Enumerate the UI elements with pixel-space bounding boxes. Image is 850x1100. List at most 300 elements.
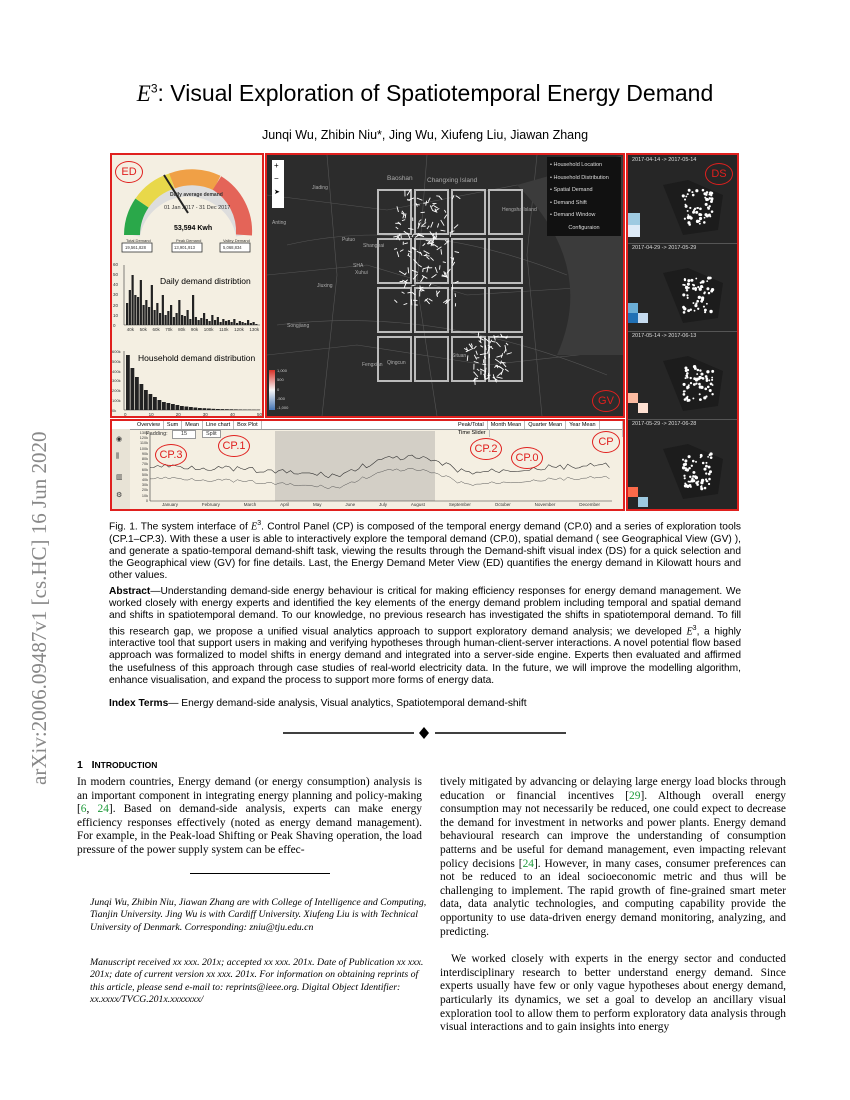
tag-cp3: CP.3 xyxy=(155,444,187,466)
household-hist-bar xyxy=(203,408,207,410)
ds-dot xyxy=(709,310,712,313)
daily-hist-bar xyxy=(178,300,180,325)
daily-hist-bar xyxy=(222,319,224,325)
ds-dot xyxy=(711,377,713,379)
system-interface-figure xyxy=(110,153,739,511)
flow-arrow xyxy=(467,355,468,360)
ds-dot xyxy=(700,456,702,458)
map-label-3: Jiading xyxy=(312,185,328,191)
daily-hist-bar xyxy=(170,305,172,325)
flow-arrow xyxy=(421,276,425,282)
cp-ytick-12: 10k xyxy=(141,493,148,498)
flow-arrow xyxy=(444,215,447,219)
daily-hist-bar xyxy=(217,317,219,325)
tab-year-mean[interactable]: Year Mean xyxy=(566,421,599,429)
ds-dot xyxy=(694,310,696,312)
tab-box-plot[interactable]: Box Plot xyxy=(234,421,261,429)
ds-dot xyxy=(709,277,712,280)
arxiv-stamp xyxy=(14,290,58,790)
temporal-demand-chart xyxy=(112,421,623,509)
legend-demand-window[interactable]: • Demand Window xyxy=(550,212,596,218)
daily-hist-bar xyxy=(244,323,246,325)
month-label-3: April xyxy=(280,502,290,507)
cp-ytick-5: 80k xyxy=(141,457,148,462)
compass-icon[interactable]: ➤ xyxy=(274,189,280,196)
month-label-10: November xyxy=(534,502,556,507)
ds-dot xyxy=(704,291,706,293)
daily-hist-xtick-1: 50k xyxy=(139,327,147,332)
ds-dot xyxy=(706,377,709,380)
daily-hist-bar xyxy=(253,322,255,325)
ds-dot xyxy=(697,378,700,381)
intro-paragraph-2: We worked closely with experts in the energy sector and conducted interdisciplinary research to better understand energy demand. Since experts usually have few or only vague hypotheses about energy demand, particularly its dynamics, we set a goal to develop an ancillary visual exploration tool to allow them to perform exploratory data analysis through visual interactions and to gain insights into energy xyxy=(440,953,786,1034)
flow-arrow xyxy=(401,234,402,238)
daily-hist-xtick-4: 80k xyxy=(178,327,186,332)
flow-arrow xyxy=(474,355,476,360)
ds-dot xyxy=(687,216,690,219)
household-hist-bar xyxy=(171,404,175,410)
ds-dot xyxy=(684,218,686,220)
meter-title: Daily average demand xyxy=(170,192,223,198)
ds-dot xyxy=(686,294,688,296)
cp-ytick-10: 30k xyxy=(141,483,148,488)
household-hist-bar xyxy=(144,390,148,410)
daily-hist-bar xyxy=(195,317,197,325)
daily-hist-bar xyxy=(140,280,142,325)
month-label-7: August xyxy=(410,502,425,507)
flow-arrow xyxy=(394,249,397,250)
flow-arrow xyxy=(474,346,477,349)
cp-ytick-0: 130k xyxy=(139,431,148,435)
daily-hist-title: Daily demand distribtion xyxy=(160,276,251,286)
ds-dot xyxy=(688,455,691,458)
ds-dot xyxy=(698,383,701,386)
household-hist-bar xyxy=(207,409,211,411)
household-hist-ytick-1: 500k xyxy=(112,358,121,364)
household-hist-bar xyxy=(194,408,198,411)
household-hist-ytick-6: 0k xyxy=(112,407,117,413)
daily-hist-xtick-7: 110k xyxy=(219,327,229,332)
tab-overview[interactable]: Overview xyxy=(134,421,164,429)
ds-dot xyxy=(689,476,691,478)
household-hist-bar xyxy=(153,397,157,410)
ds-dot xyxy=(700,481,703,484)
month-label-11: December xyxy=(579,502,600,507)
flow-arrow xyxy=(424,251,430,254)
ds-dot xyxy=(708,214,711,217)
flow-arrow xyxy=(426,257,429,260)
ds-dot xyxy=(687,297,689,299)
ds-dot xyxy=(684,198,686,200)
flow-arrow xyxy=(441,220,444,226)
ds-dot xyxy=(703,306,705,308)
ds-dot xyxy=(708,466,711,469)
ds-thumbnail-4[interactable]: 2017-05-29 -> 2017-06-28 xyxy=(628,419,737,511)
flow-arrow xyxy=(423,202,428,203)
flow-arrow xyxy=(430,257,433,260)
flow-arrow xyxy=(421,290,424,291)
scale-label-3: -500 xyxy=(277,395,286,401)
shift-color-scale xyxy=(277,368,288,410)
flow-arrow xyxy=(399,271,405,275)
daily-hist-bar xyxy=(162,295,164,325)
tab-quarter-mean[interactable]: Quarter Mean xyxy=(525,421,566,429)
daily-hist-bar xyxy=(167,311,169,325)
flow-arrow xyxy=(424,255,430,256)
map-label-6: Xuhui xyxy=(355,270,368,276)
tab-time-slider[interactable]: Time Slider xyxy=(455,429,490,437)
household-hist-bar xyxy=(126,355,130,410)
split-button[interactable]: Split xyxy=(202,430,221,438)
map-label-0: Baoshan xyxy=(387,175,413,182)
ds-dot xyxy=(682,466,685,469)
map-label-8: Jiuxing xyxy=(317,283,333,289)
daily-hist-bar xyxy=(143,305,145,325)
ds-dot xyxy=(699,217,702,220)
daily-hist-bar xyxy=(187,310,189,325)
household-hist-xaxis xyxy=(124,412,262,417)
ds-dot xyxy=(699,369,701,371)
flow-arrow xyxy=(432,204,435,206)
household-hist-bar xyxy=(167,403,171,410)
daily-hist-bar xyxy=(145,300,147,325)
household-hist-bar xyxy=(239,410,243,411)
ds-dot xyxy=(692,460,695,463)
household-hist-bar xyxy=(189,407,193,410)
daily-hist-bar xyxy=(231,322,233,325)
ds-dot xyxy=(701,300,703,302)
daily-hist-bar xyxy=(134,295,136,325)
ds-dot xyxy=(686,376,688,378)
flow-arrow xyxy=(402,220,405,221)
tab-mean[interactable]: Mean xyxy=(182,421,203,429)
daily-hist-bar xyxy=(165,315,167,325)
month-label-1: February xyxy=(201,502,220,507)
ds-dot xyxy=(704,217,706,219)
ds-dot xyxy=(705,203,708,206)
ds-dot xyxy=(688,399,691,402)
household-hist-xtick-3: 30 xyxy=(202,412,208,417)
household-hist-bar xyxy=(212,409,216,410)
daily-hist-bar xyxy=(184,316,186,325)
ds-dot xyxy=(698,213,701,216)
ds-dot xyxy=(692,211,695,214)
ds-dot xyxy=(695,278,697,280)
ds-dot xyxy=(698,220,700,222)
ds-dot xyxy=(697,480,699,482)
household-hist-bar xyxy=(221,409,225,410)
footnote-rule xyxy=(190,873,330,874)
zoom-out-button[interactable]: − xyxy=(274,174,279,183)
flow-arrow xyxy=(492,341,496,342)
flow-arrow xyxy=(505,369,509,371)
ds-dot xyxy=(685,369,688,372)
ds-dot xyxy=(688,287,690,289)
ds-dot xyxy=(707,456,709,458)
ds-dot xyxy=(706,287,709,290)
ds-dot xyxy=(704,387,707,390)
household-hist-ytick-0: 600k xyxy=(112,349,121,354)
household-hist-bar xyxy=(158,400,162,410)
zoom-in-button[interactable]: + xyxy=(274,161,279,170)
ds-dot xyxy=(687,279,690,282)
ds-dot xyxy=(684,459,687,462)
daily-hist-ytick-6: 0 xyxy=(113,322,116,328)
daily-hist-xtick-0: 40k xyxy=(126,327,135,332)
ds-dot xyxy=(706,480,708,482)
ds-dot xyxy=(685,377,687,379)
ds-dot xyxy=(696,300,699,303)
cp-month-axis xyxy=(150,502,612,507)
ds-dot xyxy=(708,483,710,485)
ds-dot xyxy=(694,304,697,307)
flow-arrow xyxy=(408,228,413,229)
cp-ytick-13: 0 xyxy=(145,498,148,503)
flow-arrow xyxy=(506,343,508,345)
ds-dot xyxy=(692,471,695,474)
tab-line-chart[interactable]: Line chart xyxy=(203,421,234,429)
tab-sum[interactable]: Sum xyxy=(164,421,182,429)
flow-arrow xyxy=(408,267,409,273)
map-label-2: Hengsha Island xyxy=(502,207,537,213)
month-label-4: May xyxy=(313,502,322,507)
flow-arrow xyxy=(404,303,408,304)
abstract: Abstract—Understanding demand-side energy behaviour is critical for making efficiency responses for energy demand management. We worked closely with energy experts and identified the key elements of the energy demand problem including temporal and spatial demand and shifts in spatiotemporal demand. To our knowledge, no previous research has investigated the shifts in spatiotemporal demand. To fill this research gap, we propose a unified visual analytics approach to support exploratory demand analysis; we developed $E^3$, a highly interactive tool that support users in making and verifying hypotheses through human-client-server interactions. A novel potential flow based approach was formalized to model shifts in energy demand and integrated into a server-side engine. Experts then evaluated and affirmed the usefulness of this approach through case studies of real-world electricity data. In the future, we will improve the modelling algorithm, enhance visualisation, and expand the process to support more forms of energy data. xyxy=(109,586,741,686)
figure-caption: Fig. 1. The system interface of $E^3$. Control Panel (CP) is composed of the temporal energy demand (CP.0) and a series of exploration tools (CP.1–CP.3). With these a user is able to interactively explore the temporal demand (CP.0), spatial demand ( see Geographical View (GV) ), and generate a spatio-temporal demand-shift task, viewing the results through the Demand-shift visual index (DS) for a quick selection and the Geographical view (GV) for fine details. Last, the Energy Demand Meter View (ED) quantifies the energy demand in Kilowatt hours and other values. xyxy=(109,520,741,582)
geographical-view xyxy=(265,153,625,418)
ds-dot xyxy=(703,468,706,471)
cp-ytick-4: 90k xyxy=(141,451,148,456)
ds-dot xyxy=(709,191,712,194)
month-label-0: January xyxy=(161,502,178,507)
ds-dot xyxy=(686,468,689,471)
filter-icon[interactable]: ⫼ xyxy=(116,453,120,460)
ds-dot xyxy=(700,285,703,288)
map-label-12: Situan xyxy=(452,353,467,359)
month-label-2: March xyxy=(243,502,257,507)
ds-dot xyxy=(682,459,684,461)
ds-dot xyxy=(696,483,699,486)
household-hist-bar xyxy=(234,409,238,410)
flow-arrow xyxy=(440,230,445,231)
legend-demand-shift[interactable]: • Demand Shift xyxy=(550,199,587,206)
padding-input[interactable]: 15 xyxy=(172,430,196,439)
settings-icon[interactable]: ⚙ xyxy=(116,492,123,499)
daily-hist-bar xyxy=(132,275,134,325)
ds-dot xyxy=(708,292,710,294)
flow-arrow xyxy=(439,197,442,200)
legend-household-location[interactable]: • Household Location xyxy=(550,162,603,168)
tag-ds: DS xyxy=(705,163,733,185)
daily-hist-xaxis xyxy=(124,327,262,332)
ds-thumbnail-3[interactable]: 2017-05-14 -> 2017-06-13 xyxy=(628,331,737,420)
ds-dot xyxy=(706,280,708,282)
household-hist-xtick-2: 20 xyxy=(175,412,181,417)
scale-label-1: 500 xyxy=(277,377,284,383)
household-hist-ytick-5: 100k xyxy=(112,398,121,404)
ds-dot xyxy=(693,377,696,380)
household-hist-xtick-5: 50 xyxy=(256,412,262,417)
flow-arrow xyxy=(425,219,426,223)
daily-hist-ytick-1: 50 xyxy=(113,272,119,278)
flow-arrow xyxy=(496,342,500,347)
daily-hist-bar xyxy=(250,323,252,325)
flow-arrow xyxy=(474,362,479,363)
ds-dot xyxy=(686,387,688,389)
household-hist-bar xyxy=(230,409,234,410)
legend-spatial-demand[interactable]: • Spatial Demand xyxy=(550,187,593,193)
ds-dot xyxy=(689,377,691,379)
flow-arrow xyxy=(403,215,404,218)
ds-dot xyxy=(684,463,687,466)
demand-window-grid xyxy=(378,190,522,381)
ds-dot xyxy=(694,367,697,370)
intro-left-column: In modern countries, Energy demand (or energy consumption) analysis is an important component in integrating energy planning and policy-making [6, 24]. Based on demand-side analysis, experts can make energy efficiency responses effectively (noted as energy demand management). For example, in the Peak-load Shifting or Peak Shaving operation, the load pressure of the power supply system can be effec- xyxy=(77,776,422,856)
ds-dot xyxy=(711,197,714,200)
daily-hist-bar xyxy=(154,310,156,325)
cp-ytick-6: 70k xyxy=(141,462,148,467)
scale-label-0: 1,000 xyxy=(277,368,288,373)
meter-value: 53,594 Kwh xyxy=(174,225,213,232)
tab-peak-total[interactable]: Peak/Total xyxy=(455,421,488,429)
ds-dot xyxy=(709,452,712,455)
map-label-13: Anting xyxy=(272,220,287,226)
daily-hist-bar xyxy=(192,295,194,325)
ds-dot xyxy=(683,311,686,314)
ds-dot xyxy=(695,461,697,463)
flow-arrow xyxy=(427,226,429,229)
flow-arrow xyxy=(478,332,479,337)
ds-dot xyxy=(711,370,714,373)
flow-arrow xyxy=(394,300,397,303)
ds-dot xyxy=(690,382,692,384)
ds-dot xyxy=(706,303,708,305)
cp-ytick-7: 60k xyxy=(141,467,148,472)
ds-dot xyxy=(699,223,701,225)
ds-dot xyxy=(695,189,698,192)
flow-arrow xyxy=(475,378,476,385)
intro-right-column: tively mitigated by advancing or delaying large energy load blocks through education or financial incentives [29]. Although overall energy consumption may not necessarily be reduced, one could expect to decrease the demand for investment in networks and power plants. Energy demand behavioural research can improve the understanding of consumption patterns and be useful for demand management, even impacting relevant policy decisions [24]. However, in many cases, consumer preferences can not be reduced to an ideal socioeconomic metric and thus will be challenging to implement. The rapid growth of fine-grained smart meter data, data analytic technologies, and computing capability provide the opportunity to use data-driven energy demand monitoring, analyzing, and predicting. We worked closely with experts in the energy sector and conducted interdisciplinary research to better understand energy demand. Since experts usually have few or only vague hypotheses about energy demand, particularly its dynamics, we set a goal to develop an ancillary visual exploration tool to allow them to perform exploratory data analysis through visual interactions and to gain insights into energy xyxy=(440,776,786,1034)
configuration-button[interactable]: Configuraion xyxy=(568,224,600,231)
author-list: Junqi Wu, Zhibin Niu*, Jing Wu, Xiufeng Liu, Jiawan Zhang xyxy=(261,128,589,142)
flow-arrow xyxy=(411,285,416,286)
ds-dot xyxy=(697,207,699,209)
daily-hist-ytick-2: 40 xyxy=(113,282,119,288)
ds-dot xyxy=(711,288,714,291)
ds-dot xyxy=(682,194,685,197)
ds-dot xyxy=(698,296,701,299)
flow-arrow xyxy=(477,369,479,371)
household-hist-bar xyxy=(140,384,144,410)
ds-dot xyxy=(684,477,686,479)
ds-dot xyxy=(691,465,693,467)
total-demand-label: Total Demand xyxy=(126,238,151,243)
arxiv-identifier: arXiv:2006.09487v1 [cs.HC] 16 Jun 2020 xyxy=(27,431,51,785)
ds-dot xyxy=(705,194,707,196)
ds-dot xyxy=(699,393,701,395)
flow-arrow xyxy=(476,351,477,355)
paper-title: $E^3$: Visual Exploration of Spatiotemporal Energy Demand xyxy=(136,80,714,106)
flow-arrow xyxy=(443,262,446,263)
daily-hist-bar xyxy=(156,303,158,325)
ds-thumbnail-1[interactable]: 2017-04-14 -> 2017-05-14 xyxy=(628,155,737,244)
ds-dot xyxy=(695,382,697,384)
household-hist-bar xyxy=(180,406,184,410)
columns-icon[interactable]: ▥ xyxy=(116,474,123,481)
daily-hist-xtick-3: 70k xyxy=(165,327,173,332)
flow-arrow xyxy=(422,223,426,226)
map-label-5: Shanghai xyxy=(363,243,385,249)
daily-hist-bar xyxy=(209,321,211,325)
household-hist-bar xyxy=(198,408,202,410)
tag-cp: CP xyxy=(592,431,620,453)
ds-dot xyxy=(703,396,706,399)
daily-hist-bar xyxy=(220,322,222,325)
daily-hist-bar xyxy=(148,307,150,325)
flow-arrow xyxy=(496,377,502,378)
month-label-9: October xyxy=(494,502,511,507)
ds-dot xyxy=(683,390,685,392)
tag-cp0: CP.0 xyxy=(511,447,543,469)
ds-dot xyxy=(682,293,685,296)
ds-dot xyxy=(687,282,690,285)
household-hist-bar xyxy=(185,407,189,411)
month-label-5: June xyxy=(345,502,356,507)
flow-arrow xyxy=(437,223,438,227)
ds-dot xyxy=(689,484,692,487)
ds-dot xyxy=(703,221,706,224)
ds-dot xyxy=(690,279,693,282)
ds-dot xyxy=(710,200,713,203)
ds-dot xyxy=(689,207,691,209)
ds-dot xyxy=(699,398,702,401)
ds-dot xyxy=(683,383,686,386)
ds-dot xyxy=(701,377,703,379)
flow-arrow xyxy=(423,243,426,245)
ds-dot xyxy=(705,472,707,474)
eye-icon[interactable]: ◉ xyxy=(116,436,123,443)
ds-dot xyxy=(704,213,707,216)
ds-dot xyxy=(707,207,710,210)
meter-range: 01 Jan 2017 - 31 Dec 2017 xyxy=(164,205,231,211)
daily-hist-bar xyxy=(151,285,153,325)
household-hist-bar xyxy=(149,394,153,410)
ds-thumbnail-2[interactable]: 2017-04-29 -> 2017-05-29 xyxy=(628,243,737,332)
ds-dot xyxy=(705,465,708,468)
daily-hist-bar xyxy=(239,321,241,325)
ds-dot xyxy=(684,367,687,370)
ds-dot xyxy=(699,207,702,210)
daily-hist-bar xyxy=(189,319,191,325)
ds-dot xyxy=(687,214,689,216)
daily-hist-yaxis xyxy=(113,262,123,328)
ds-dot xyxy=(700,487,703,490)
daily-hist-bar xyxy=(159,313,161,325)
cp-ytick-8: 50k xyxy=(141,472,148,477)
flow-arrow xyxy=(397,251,399,257)
tab-month-mean[interactable]: Month Mean xyxy=(488,421,526,429)
household-hist-yaxis xyxy=(112,349,123,413)
ds-dot xyxy=(685,205,688,208)
daily-hist-bar xyxy=(126,303,128,325)
daily-hist-ytick-4: 20 xyxy=(113,302,119,308)
daily-hist-bar xyxy=(200,318,202,325)
daily-hist-xtick-2: 60k xyxy=(152,327,160,332)
legend-household-distribution[interactable]: • Household Distribution xyxy=(550,174,609,181)
ds-dot xyxy=(709,470,712,473)
map-legend xyxy=(547,157,621,236)
ds-dot xyxy=(695,211,698,214)
